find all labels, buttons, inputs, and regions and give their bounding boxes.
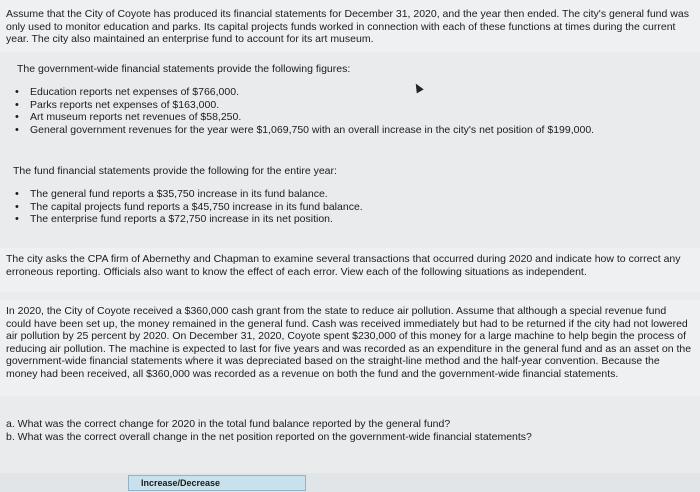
- list-item: • Art museum reports net revenues of $58,250.: [12, 111, 594, 124]
- list-item: • The general fund reports a $35,750 increase in its fund balance.: [12, 188, 363, 201]
- increase-decrease-header: Increase/Decrease: [128, 475, 306, 491]
- answer-table: [0, 473, 700, 492]
- govwide-heading: The government-wide financial statements provide the following figures:: [17, 63, 351, 75]
- scenario-paragraph: In 2020, the City of Coyote received a $360,000 cash grant from the state to reduce air pollution. Assume that although a special revenue fund could have been set up, the money remained in the general fund. Cash was received immediately but had to be returned if the city had not lowered air pollution by 25 percent by 2020. On December 31, 2020, Coyote spent $230,000 of this money for a large machine to help begin the process of reducing air pollution. The machine is expected to last for five years and was recorded as an expenditure in the general fund and as an asset on the government-wide financial statements where it was depreciated based on the straight-line method and the half-year convention. Because the money had been received, all $360,000 was recorded as a revenue on both the fund and the government-wide financial statements.: [6, 305, 692, 380]
- cpa-paragraph: The city asks the CPA firm of Abernethy and Chapman to examine several transactions that occurred during 2020 and indicate how to correct any erroneous reporting. Officials also want to know the effect of each error. View each of the following situations as independent.: [6, 253, 681, 278]
- list-item: • The enterprise fund reports a $72,750 increase in its net position.: [12, 213, 363, 226]
- question-b: b. What was the correct overall change in the net position reported on the government-wide financial statements?: [6, 431, 532, 443]
- list-item: • Education reports net expenses of $766,000.: [12, 86, 594, 99]
- fund-heading: The fund financial statements provide the following for the entire year:: [13, 165, 337, 177]
- question-a: a. What was the correct change for 2020 in the total fund balance reported by the general fund?: [6, 418, 451, 430]
- list-item: • The capital projects fund reports a $45,750 increase in its fund balance.: [12, 201, 363, 214]
- govwide-list: [12, 86, 594, 136]
- list-item: • General government revenues for the year were $1,069,750 with an overall increase in the city's net position of $199,000.: [12, 124, 594, 137]
- fund-list: [12, 188, 363, 226]
- list-item: • Parks reports net expenses of $163,000.: [12, 99, 594, 112]
- intro-paragraph: Assume that the City of Coyote has produced its financial statements for December 31, 2020, and the year then ended. The city's general fund was only used to monitor education and parks. Its capital projects funds worked in connection with each of these functions at times during the current year. The city also maintained an enterprise fund to account for its art museum.: [6, 8, 689, 46]
